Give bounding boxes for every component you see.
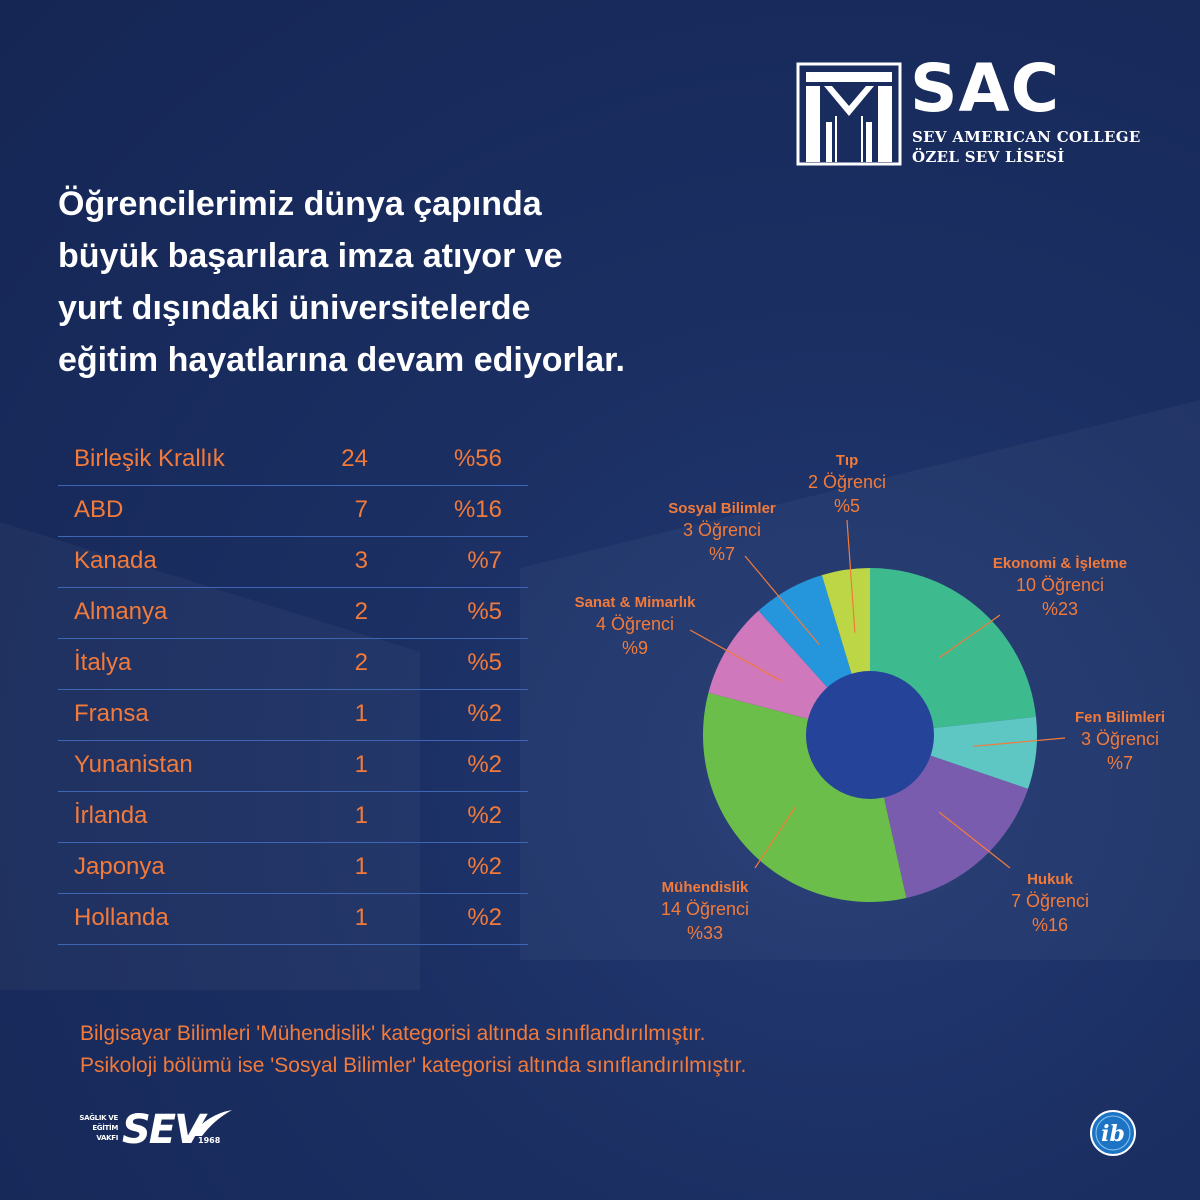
country-cell: Almanya xyxy=(74,598,168,625)
headline-line-2: büyük başarılara imza atıyor ve xyxy=(58,237,563,275)
slice-label-name: Fen Bilimleri xyxy=(1074,709,1166,726)
slice-label-percent: %33 xyxy=(686,923,724,943)
country-cell: ABD xyxy=(74,496,124,523)
count-cell: 2 xyxy=(354,649,368,676)
slice-label-percent: %9 xyxy=(621,638,649,658)
country-cell: Japonya xyxy=(74,853,165,880)
slice-label-percent: %7 xyxy=(1106,753,1134,773)
count-cell: 7 xyxy=(354,496,368,523)
footnote-line-1: Bilgisayar Bilimleri 'Mühendislik' kategorisi altında sınıflandırılmıştır. xyxy=(80,1022,706,1045)
slice-label-name: Ekonomi & İşletme xyxy=(992,555,1128,572)
slice-label-name: Hukuk xyxy=(1027,871,1073,888)
country-cell: Hollanda xyxy=(74,904,169,931)
percent-cell: %2 xyxy=(467,751,502,778)
slice-label-count: 4 Öğrenci xyxy=(595,614,675,634)
count-cell: 3 xyxy=(354,547,368,574)
slice-label-percent: %7 xyxy=(708,544,736,564)
percent-cell: %5 xyxy=(467,598,502,625)
country-cell: Kanada xyxy=(74,547,157,574)
sev-logo xyxy=(60,1108,240,1152)
count-cell: 24 xyxy=(341,445,368,472)
count-cell: 2 xyxy=(354,598,368,625)
percent-cell: %2 xyxy=(467,853,502,880)
sev-logo-year: 1968 xyxy=(198,1136,221,1145)
headline-line-4: eğitim hayatlarına devam ediyorlar. xyxy=(58,341,625,379)
slice-label-percent: %5 xyxy=(833,496,861,516)
slice-label-percent: %23 xyxy=(1041,599,1079,619)
country-cell: Birleşik Krallık xyxy=(74,445,225,472)
slice-label-count: 14 Öğrenci xyxy=(660,899,750,919)
slice-label-count: 2 Öğrenci xyxy=(807,472,887,492)
slice-label-count: 7 Öğrenci xyxy=(1010,891,1090,911)
sac-logo-line-2: ÖZEL SEV LİSESİ xyxy=(912,148,1065,166)
sac-logo-line-1: SEV AMERICAN COLLEGE xyxy=(912,128,1141,146)
sev-logo-line-1: SAĞLIK VE xyxy=(79,1114,118,1122)
count-cell: 1 xyxy=(354,904,368,931)
sev-swoosh-icon xyxy=(188,1108,234,1138)
country-cell: İtalya xyxy=(74,649,132,676)
percent-cell: %2 xyxy=(467,700,502,727)
country-cell: İrlanda xyxy=(74,802,148,829)
slice-label-percent: %16 xyxy=(1031,915,1069,935)
percent-cell: %16 xyxy=(453,496,502,523)
percent-cell: %2 xyxy=(467,802,502,829)
slice-label-count: 3 Öğrenci xyxy=(682,520,762,540)
sev-logo-line-3: VAKFI xyxy=(96,1134,118,1142)
percent-cell: %7 xyxy=(467,547,502,574)
ib-logo-text: ib xyxy=(1101,1121,1125,1147)
slice-label-name: Sosyal Bilimler xyxy=(668,500,776,517)
sev-logo-word: SEV xyxy=(122,1107,204,1153)
country-cell: Yunanistan xyxy=(74,751,193,778)
slice-label-name: Tıp xyxy=(835,452,859,469)
percent-cell: %56 xyxy=(453,445,502,472)
footnote xyxy=(80,1018,746,1082)
headline-line-1: Öğrencilerimiz dünya çapında xyxy=(58,185,542,223)
slice-label-count: 3 Öğrenci xyxy=(1080,729,1160,749)
percent-cell: %2 xyxy=(467,904,502,931)
donut-center xyxy=(806,671,934,799)
headline-line-3: yurt dışındaki üniversitelerde xyxy=(58,289,531,327)
count-cell: 1 xyxy=(354,853,368,880)
footnote-line-2: Psikoloji bölümü ise 'Sosyal Bilimler' kategorisi altında sınıflandırılmıştır. xyxy=(80,1054,747,1077)
ib-logo-icon xyxy=(1088,1108,1138,1158)
sev-logo-line-2: EĞİTİM xyxy=(92,1124,118,1132)
sac-logo-acronym: SAC xyxy=(910,50,1061,127)
slice-label-name: Mühendislik xyxy=(661,879,749,896)
count-cell: 1 xyxy=(354,700,368,727)
country-cell: Fransa xyxy=(74,700,149,727)
percent-cell: %5 xyxy=(467,649,502,676)
slice-label-count: 10 Öğrenci xyxy=(1015,575,1105,595)
count-cell: 1 xyxy=(354,802,368,829)
slice-label-name: Sanat & Mimarlık xyxy=(574,594,696,611)
count-cell: 1 xyxy=(354,751,368,778)
